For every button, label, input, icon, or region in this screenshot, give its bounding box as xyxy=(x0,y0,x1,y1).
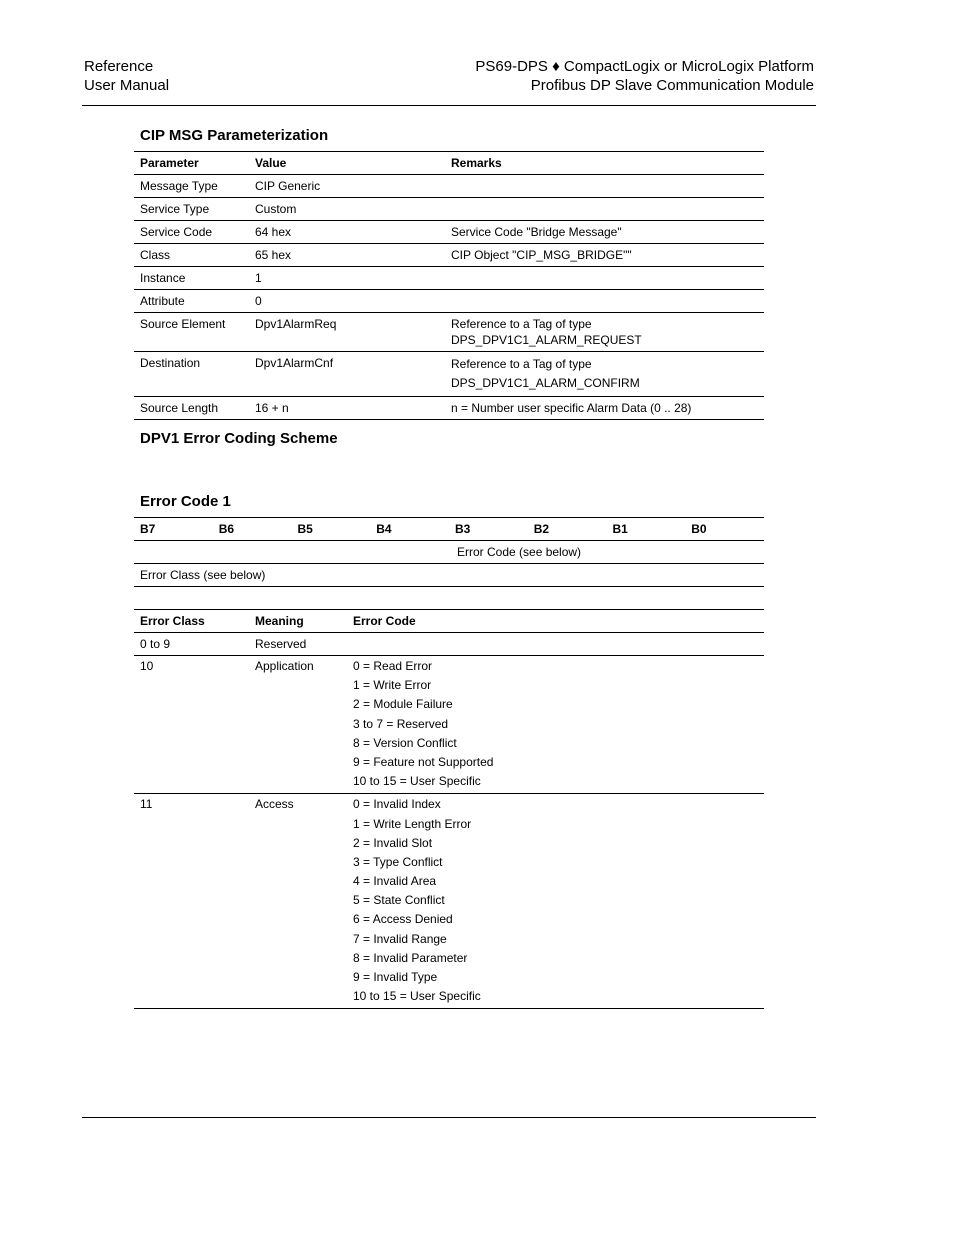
cell-remarks xyxy=(445,198,764,221)
cell-parameter: Source Element xyxy=(134,313,249,352)
bit-b6: B6 xyxy=(213,518,292,541)
cell-parameter: Attribute xyxy=(134,290,249,313)
header-right-line2: Profibus DP Slave Communication Module xyxy=(530,77,814,94)
cell-parameter: Service Type xyxy=(134,198,249,221)
header-right xyxy=(475,57,814,95)
cell-error-class: 11 xyxy=(134,794,249,1009)
cell-remarks: n = Number user specific Alarm Data (0 .. 28) xyxy=(445,397,764,420)
cell-remarks: Reference to a Tag of type DPS_DPV1C1_ALARM_CONFIRM xyxy=(445,352,764,397)
cell-value: 1 xyxy=(249,267,445,290)
bit-b1: B1 xyxy=(607,518,686,541)
cell-meaning: Application xyxy=(249,656,347,794)
cell-value: 64 hex xyxy=(249,221,445,244)
cell-value: 0 xyxy=(249,290,445,313)
cell-meaning: Reserved xyxy=(249,633,347,656)
cell-error-code: 0 = Invalid Index 1 = Write Length Error 2 = Invalid Slot 3 = Type Conflict 4 = Invalid Area 5 = State Conflict 6 = Access Denied 7 = Invalid Range 8 = Invalid Parameter 9 = Invalid Type 10 to 15 = User Specific xyxy=(347,794,764,1009)
error-class-table xyxy=(134,609,764,1009)
cell-error-class: 0 to 9 xyxy=(134,633,249,656)
header-left-line1: Reference xyxy=(84,58,154,75)
bit-b0: B0 xyxy=(685,518,764,541)
cip-msg-table xyxy=(134,151,764,420)
table-row xyxy=(134,656,764,794)
table-row xyxy=(134,175,764,198)
col-error-code: Error Code xyxy=(347,610,764,633)
dpv1-error-heading: DPV1 Error Coding Scheme xyxy=(140,430,338,447)
bit-b4: B4 xyxy=(370,518,449,541)
cell-value: 65 hex xyxy=(249,244,445,267)
cell-parameter: Service Code xyxy=(134,221,249,244)
cell-parameter: Destination xyxy=(134,352,249,397)
cell-error-code xyxy=(347,633,764,656)
col-remarks: Remarks xyxy=(445,152,764,175)
table-row xyxy=(134,313,764,352)
cell-remarks xyxy=(445,175,764,198)
table-row xyxy=(134,290,764,313)
table-row xyxy=(134,221,764,244)
table-row xyxy=(134,794,764,1009)
error-code-cell: Error Code (see below) xyxy=(449,541,764,564)
cip-msg-heading: CIP MSG Parameterization xyxy=(140,127,329,144)
cell-error-code: 0 = Read Error 1 = Write Error 2 = Module Failure 3 to 7 = Reserved 8 = Version Conflict 9 = Feature not Supported 10 to 15 = User Specific xyxy=(347,656,764,794)
cell-value: Dpv1AlarmCnf xyxy=(249,352,445,397)
col-parameter: Parameter xyxy=(134,152,249,175)
table-row xyxy=(134,633,764,656)
cell-value: Custom xyxy=(249,198,445,221)
cell-meaning: Access xyxy=(249,794,347,1009)
table-row xyxy=(134,541,764,564)
bit-b3: B3 xyxy=(449,518,528,541)
cell-remarks xyxy=(445,290,764,313)
table-row xyxy=(134,244,764,267)
cell-value: Dpv1AlarmReq xyxy=(249,313,445,352)
table-row xyxy=(134,267,764,290)
table-row xyxy=(134,564,764,587)
cell-parameter: Class xyxy=(134,244,249,267)
error-class-cell: Error Class (see below) xyxy=(134,564,449,587)
cell-remarks: CIP Object "CIP_MSG_BRIDGE"" xyxy=(445,244,764,267)
header-left-line2: User Manual xyxy=(84,77,170,94)
header-divider xyxy=(82,105,816,106)
error-code-1-heading: Error Code 1 xyxy=(140,493,231,510)
col-meaning: Meaning xyxy=(249,610,347,633)
table-row xyxy=(134,198,764,221)
table-row xyxy=(134,352,764,397)
cell-parameter: Source Length xyxy=(134,397,249,420)
cell-remarks: Reference to a Tag of type DPS_DPV1C1_ALARM_REQUEST xyxy=(445,313,764,352)
bit-b7: B7 xyxy=(134,518,213,541)
col-error-class: Error Class xyxy=(134,610,249,633)
header-left xyxy=(84,57,169,95)
table-row xyxy=(134,397,764,420)
cell-parameter: Message Type xyxy=(134,175,249,198)
footer-divider xyxy=(82,1117,816,1118)
cell-parameter: Instance xyxy=(134,267,249,290)
cell-error-class: 10 xyxy=(134,656,249,794)
bit-b2: B2 xyxy=(528,518,607,541)
cell-value: 16 + n xyxy=(249,397,445,420)
bit-b5: B5 xyxy=(292,518,371,541)
col-value: Value xyxy=(249,152,445,175)
cell-value: CIP Generic xyxy=(249,175,445,198)
cell-remarks xyxy=(445,267,764,290)
header-right-line1: PS69-DPS ♦ CompactLogix or MicroLogix Platform xyxy=(475,58,814,75)
error-code-1-table xyxy=(134,517,764,587)
cell-remarks: Service Code "Bridge Message" xyxy=(445,221,764,244)
